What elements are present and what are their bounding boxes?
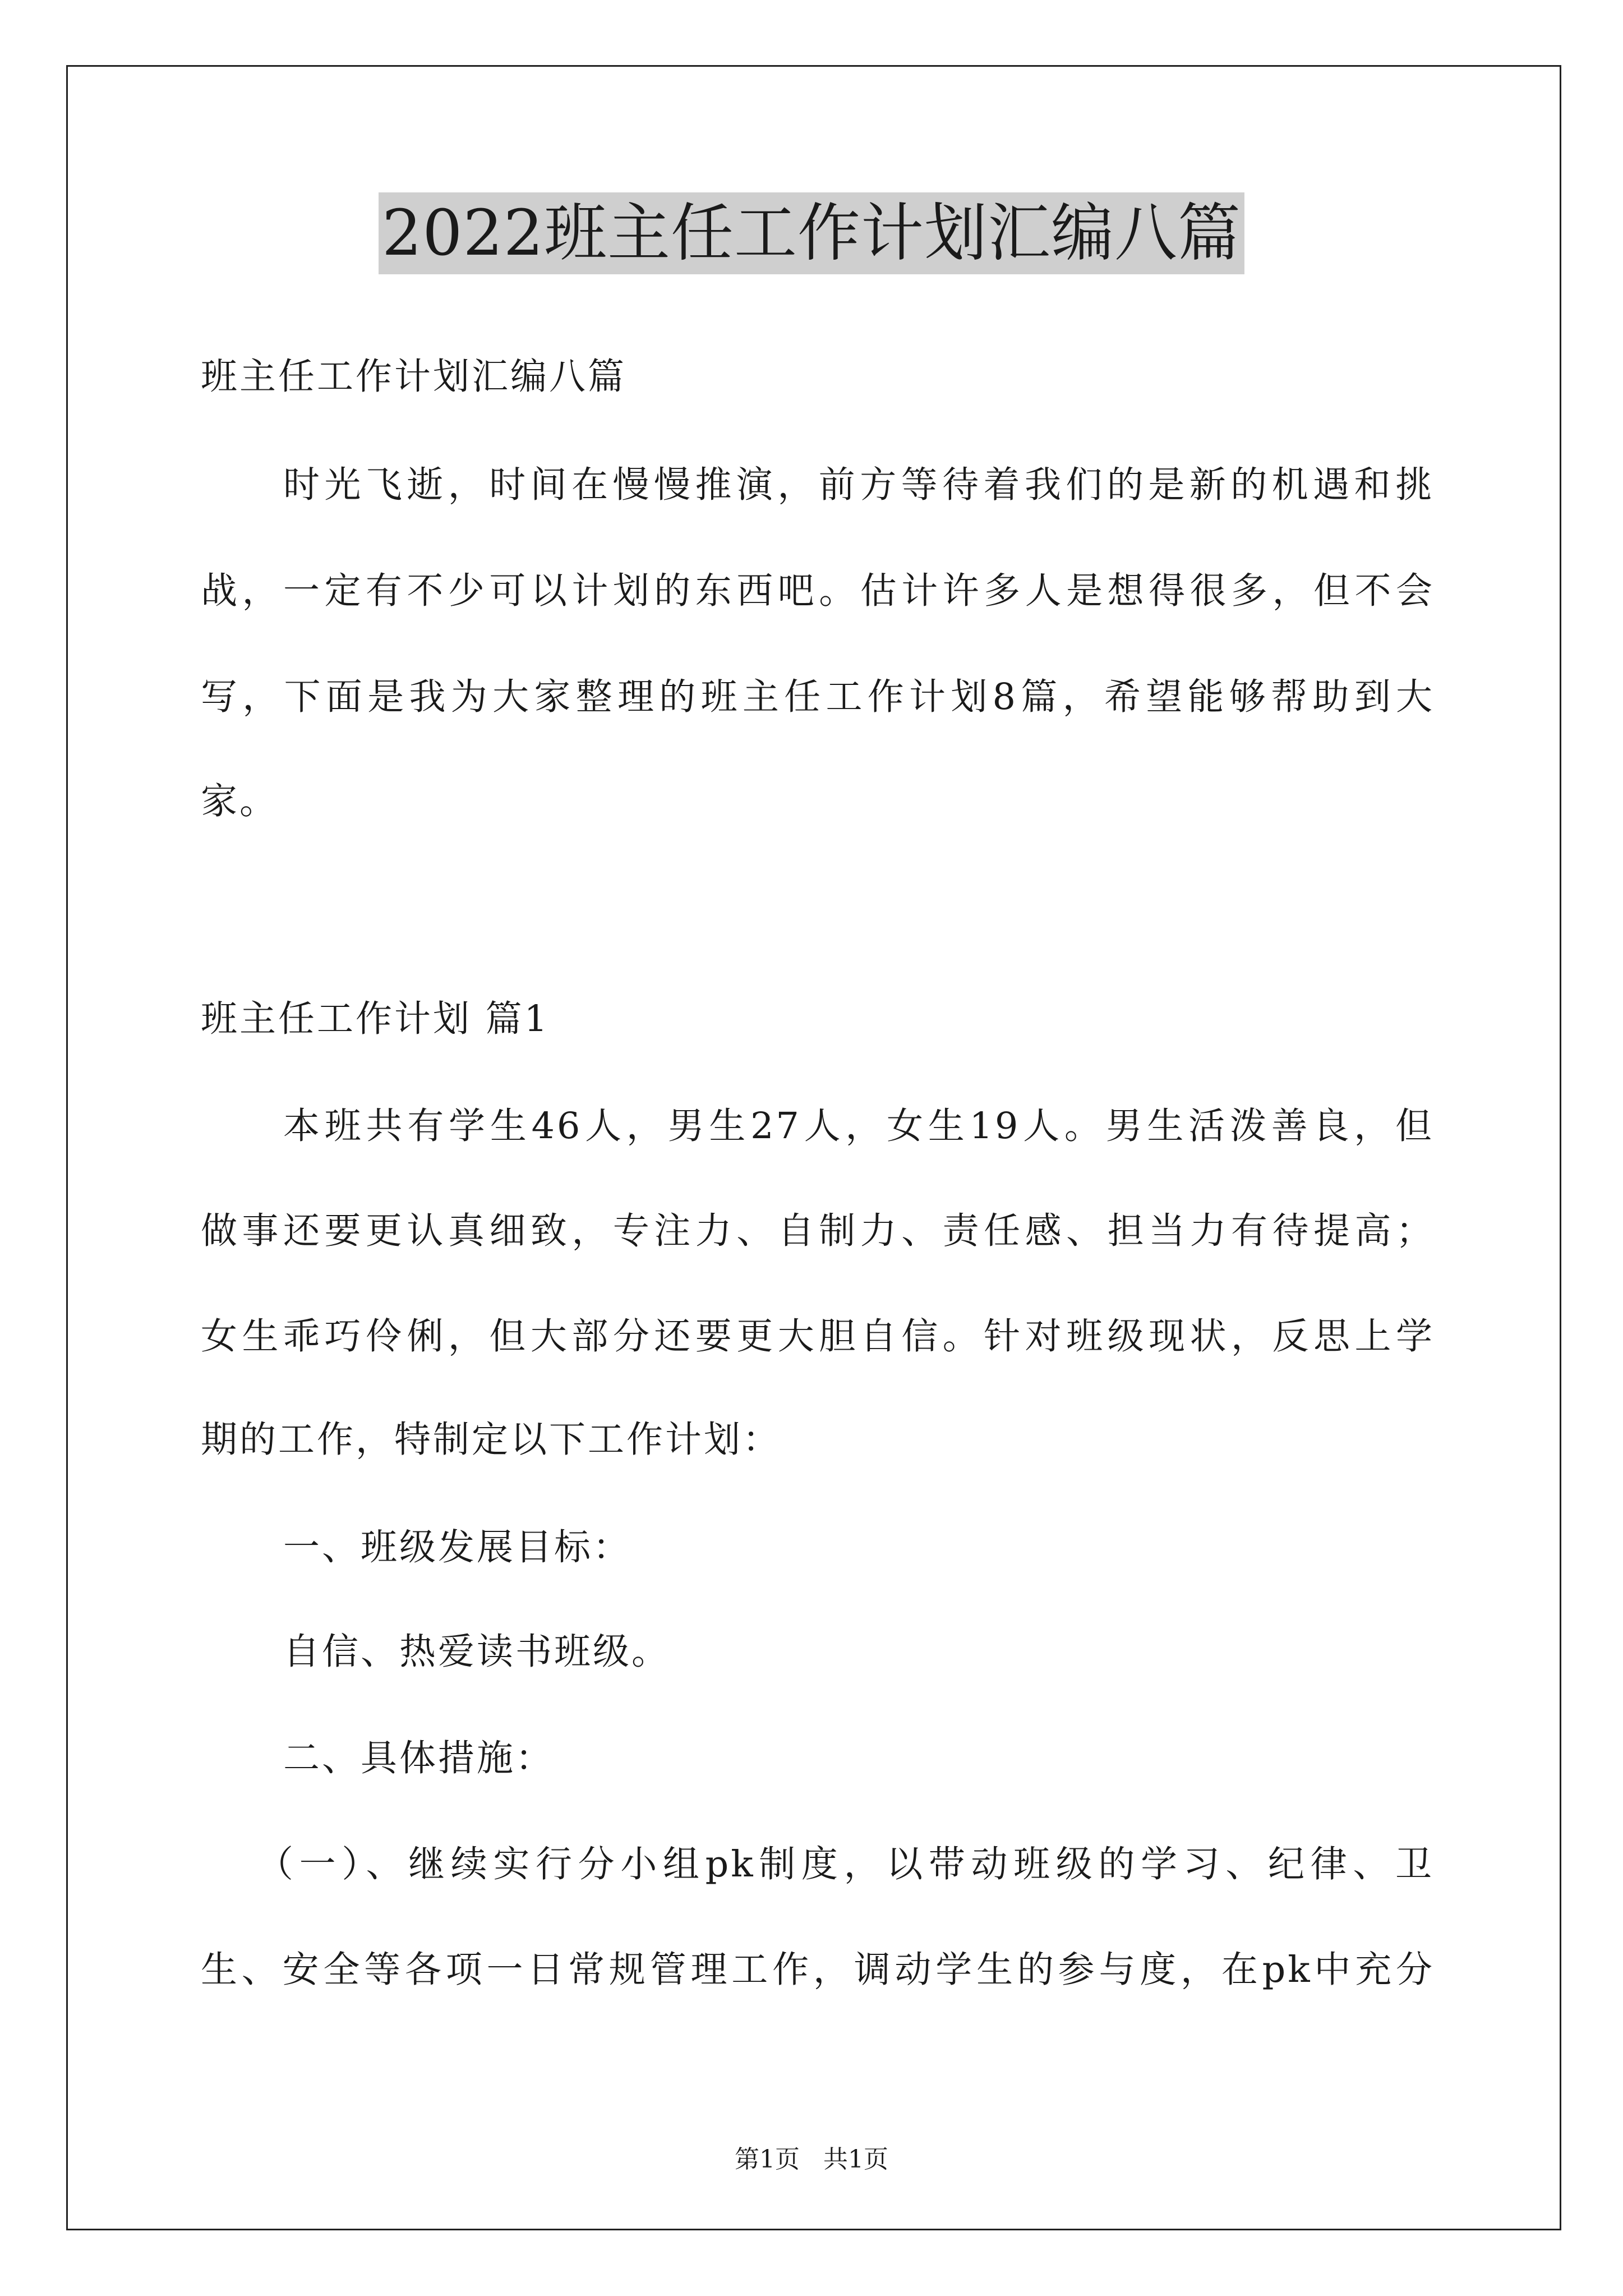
section-heading-plan-1: 班主任工作计划 篇1 (201, 998, 550, 1040)
intro-paragraph-line-1: 时光飞逝，时间在慢慢推演，前方等待着我们的是新的机遇和挑 (283, 464, 1434, 506)
measures-heading: 二、具体措施： (283, 1737, 555, 1779)
document-title: 2022班主任工作计划汇编八篇 (379, 192, 1244, 274)
measures-paragraph-line-1: （一）、继续实行分小组pk制度，以带动班级的学习、纪律、卫 (257, 1843, 1434, 1885)
class-paragraph-line-4: 期的工作，特制定以下工作计划： (201, 1419, 782, 1461)
intro-paragraph-line-4: 家。 (201, 780, 279, 822)
class-paragraph-line-2: 做事还要更认真细致，专注力、自制力、责任感、担当力有待提高； (201, 1210, 1435, 1252)
title-container (0, 192, 1623, 274)
goal-text: 自信、热爱读书班级。 (283, 1631, 671, 1673)
class-paragraph-line-1: 本班共有学生46人，男生27人，女生19人。男生活泼善良，但 (283, 1105, 1434, 1147)
page-footer: 第1页 共1页 (735, 2145, 888, 2174)
goal-heading: 一、班级发展目标： (283, 1526, 632, 1568)
subtitle-line: 班主任工作计划汇编八篇 (201, 356, 627, 398)
measures-paragraph-line-2: 生、安全等各项一日常规管理工作，调动学生的参与度，在pk中充分 (201, 1949, 1435, 1991)
class-paragraph-line-3: 女生乖巧伶俐，但大部分还要更大胆自信。针对班级现状，反思上学 (201, 1315, 1435, 1358)
intro-paragraph-line-3: 写，下面是我为大家整理的班主任工作计划8篇，希望能够帮助到大 (201, 676, 1435, 718)
intro-paragraph-line-2: 战，一定有不少可以计划的东西吧。估计许多人是想得很多，但不会 (201, 570, 1435, 612)
